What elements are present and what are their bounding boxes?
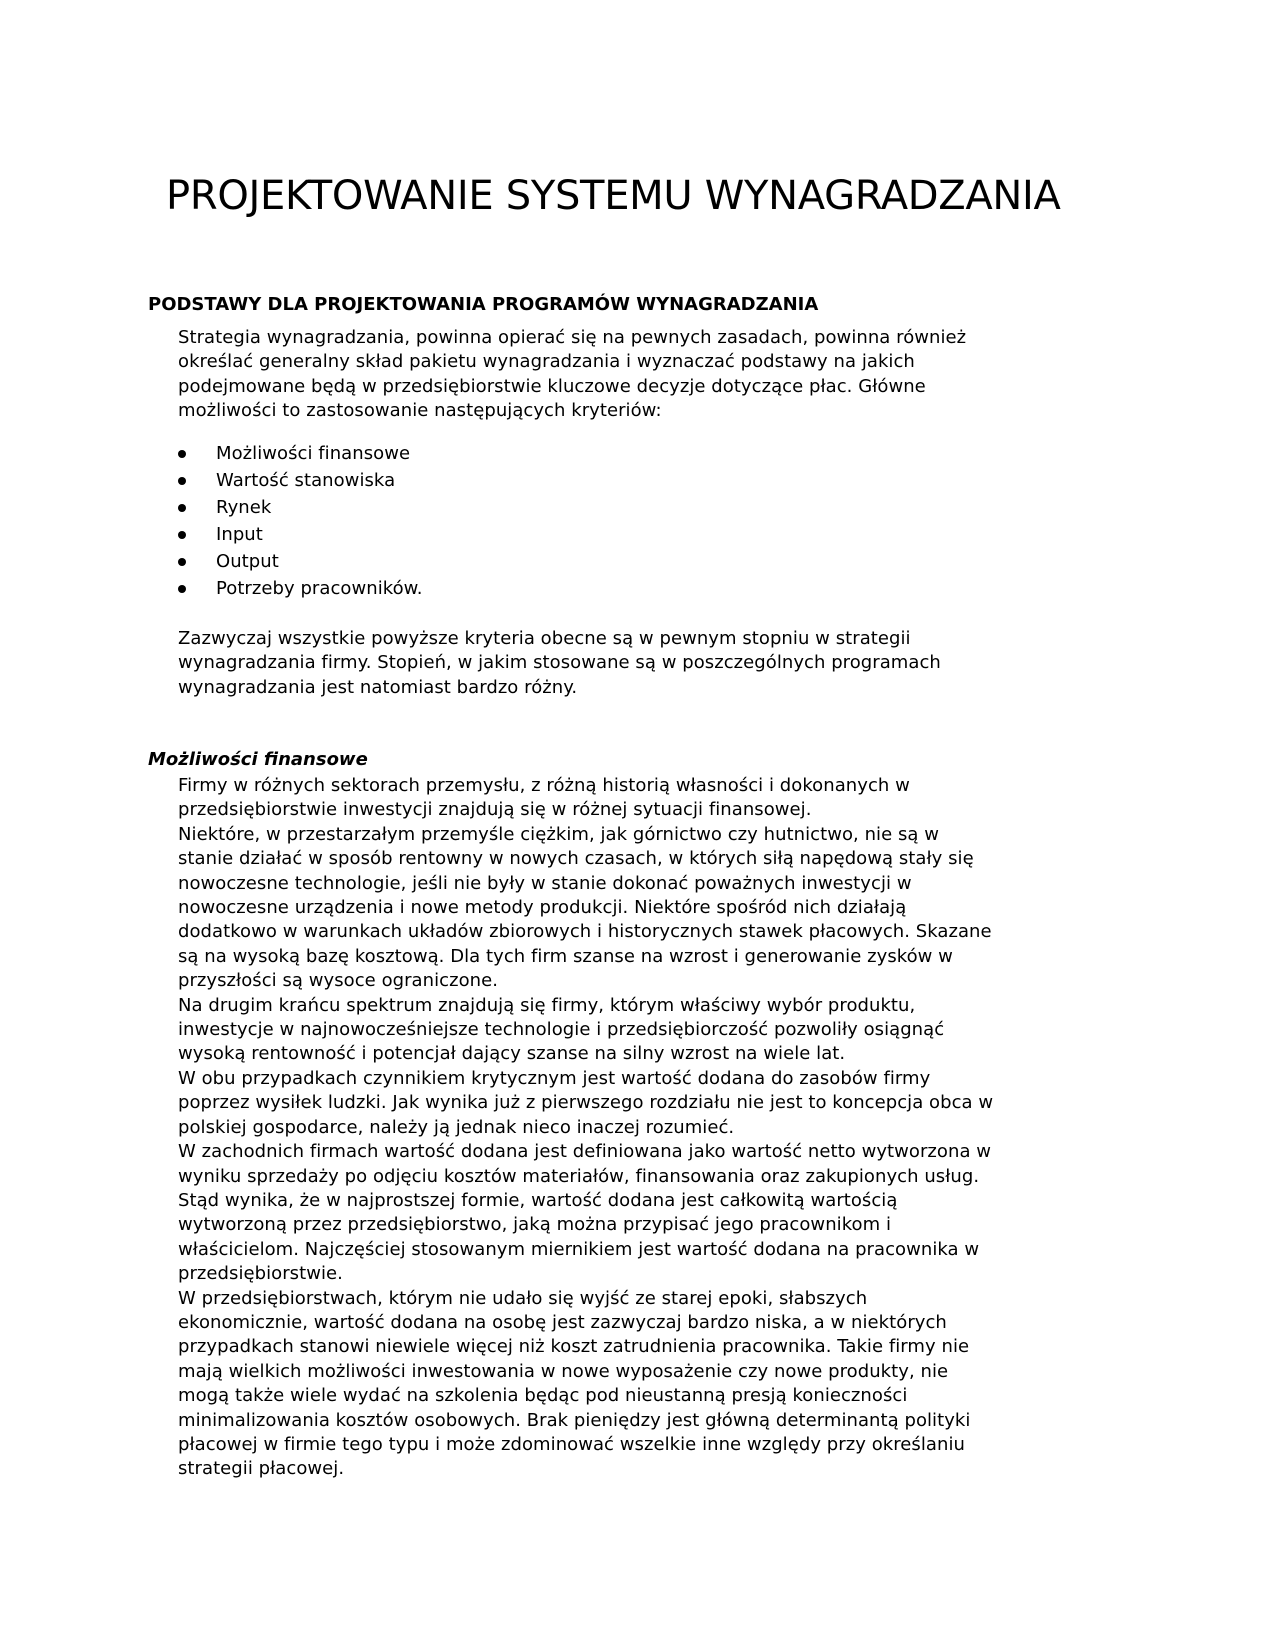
body-line: W przedsiębiorstwach, którym nie udało się wyjść ze starej epoki, słabszych: [178, 1287, 868, 1309]
list-item-label: Input: [216, 524, 263, 545]
bullet-icon: [178, 504, 186, 512]
summary-line: Zazwyczaj wszystkie powyższe kryteria obecne są w pewnym stopniu w strategii: [178, 628, 911, 649]
body-line: minimalizowania kosztów osobowych. Brak pieniędzy jest główną determinantą polityki: [178, 1409, 971, 1431]
body-line: mają wielkich możliwości inwestowania w nowe wyposażenie czy nowe produkty, nie: [178, 1360, 949, 1382]
list-item: [178, 521, 1078, 548]
intro-line: Strategia wynagradzania, powinna opierać się na pewnych zasadach, powinna również: [178, 327, 967, 348]
section-heading: PODSTAWY DLA PROJEKTOWANIA PROGRAMÓW WYNAGRADZANIA: [148, 294, 819, 315]
subsection-body: [178, 774, 1138, 1482]
body-line: wytworzoną przez przedsiębiorstwo, jaką można przypisać jego pracownikom i: [178, 1214, 892, 1236]
subsection-heading: Możliwości finansowe: [148, 749, 368, 770]
body-line: Stąd wynika, że w najprostszej formie, wartość dodana jest całkowitą wartością: [178, 1189, 898, 1211]
body-line: dodatkowo w warunkach układów zbiorowych i historycznych stawek płacowych. Skazane: [178, 921, 992, 943]
bullet-icon: [178, 531, 186, 539]
list-item-label: Output: [216, 551, 279, 572]
body-line: wyniku sprzedaży po odjęciu kosztów materiałów, finansowania oraz zakupionych usług.: [178, 1165, 980, 1187]
intro-line: możliwości to zastosowanie następujących kryteriów:: [178, 400, 662, 422]
body-line: są na wysoką bazę kosztową. Dla tych firm szanse na wzrost i generowanie zysków w: [178, 945, 953, 967]
list-item: [178, 494, 1078, 521]
body-line: W zachodnich firmach wartość dodana jest definiowana jako wartość netto wytworzona w: [178, 1141, 992, 1163]
body-line: przedsiębiorstwie.: [178, 1263, 343, 1285]
summary-line: wynagradzania firmy. Stopień, w jakim stosowane są w poszczególnych programach: [178, 652, 941, 674]
body-line: przypadkach stanowi niewiele więcej niż koszt zatrudnienia pracownika. Takie firmy nie: [178, 1336, 970, 1358]
body-line: nowoczesne urządzenia i nowe metody produkcji. Niektóre spośród nich działają: [178, 897, 907, 919]
bullet-icon: [178, 450, 186, 458]
body-line: wysoką rentowność i potencjał dający szanse na silny wzrost na wiele lat.: [178, 1043, 846, 1065]
body-line: nowoczesne technologie, jeśli nie były w stanie dokonać poważnych inwestycji w: [178, 872, 912, 894]
body-line: polskiej gospodarce, należy ją jednak nieco inaczej rozumieć.: [178, 1116, 735, 1138]
list-item-label: Wartość stanowiska: [216, 470, 396, 491]
bullet-icon: [178, 477, 186, 485]
body-line: mogą także wiele wydać na szkolenia będąc pod nieustanną presją konieczności: [178, 1385, 908, 1407]
list-item-label: Rynek: [216, 497, 272, 518]
body-line: Niektóre, w przestarzałym przemyśle ciężkim, jak górnictwo czy hutnictwo, nie są w: [178, 823, 940, 845]
body-line: płacowej w firmie tego typu i może zdominować wszelkie inne względy przy określaniu: [178, 1433, 965, 1455]
bullet-icon: [178, 585, 186, 593]
body-line: Firmy w różnych sektorach przemysłu, z różną historią własności i dokonanych w: [178, 775, 910, 796]
body-line: stanie działać w sposób rentowny w nowych czasach, w których siłą napędową stały się: [178, 848, 974, 870]
list-item: [178, 548, 1078, 575]
intro-line: podejmowane będą w przedsiębiorstwie kluczowe decyzje dotyczące płac. Główne: [178, 375, 926, 397]
document-title: PROJEKTOWANIE SYSTEMU WYNAGRADZANIA: [166, 173, 1061, 219]
body-line: właścicielom. Najczęściej stosowanym miernikiem jest wartość dodana na pracownika w: [178, 1238, 980, 1260]
body-line: Na drugim krańcu spektrum znajdują się firmy, którym właściwy wybór produktu,: [178, 994, 916, 1016]
body-line: inwestycje w najnowocześniejsze technologie i przedsiębiorczość pozwoliły osiągnąć: [178, 1019, 945, 1041]
body-line: ekonomicznie, wartość dodana na osobę jest zazwyczaj bardzo niska, a w niektórych: [178, 1311, 947, 1333]
list-item: [178, 467, 1078, 494]
body-line: poprzez wysiłek ludzki. Jak wynika już z pierwszego rozdziału nie jest to koncepcja obca w: [178, 1092, 994, 1114]
summary-paragraph: [178, 627, 1138, 700]
intro-line: określać generalny skład pakietu wynagradzania i wyznaczać podstawy na jakich: [178, 351, 915, 373]
body-line: przyszłości są wysoce ograniczone.: [178, 970, 499, 992]
list-item-label: Potrzeby pracowników.: [216, 578, 423, 599]
summary-line: wynagradzania jest natomiast bardzo różny.: [178, 676, 578, 698]
body-line: W obu przypadkach czynnikiem krytycznym jest wartość dodana do zasobów firmy: [178, 1067, 931, 1089]
criteria-list: [178, 440, 1078, 602]
list-item: [178, 575, 1078, 602]
list-item-label: Możliwości finansowe: [216, 443, 411, 464]
body-line: przedsiębiorstwie inwestycji znajdują się w różnej sytuacji finansowej.: [178, 799, 812, 821]
bullet-icon: [178, 558, 186, 566]
intro-paragraph: [178, 326, 1138, 424]
body-line: strategii płacowej.: [178, 1458, 345, 1480]
list-item: [178, 440, 1078, 467]
